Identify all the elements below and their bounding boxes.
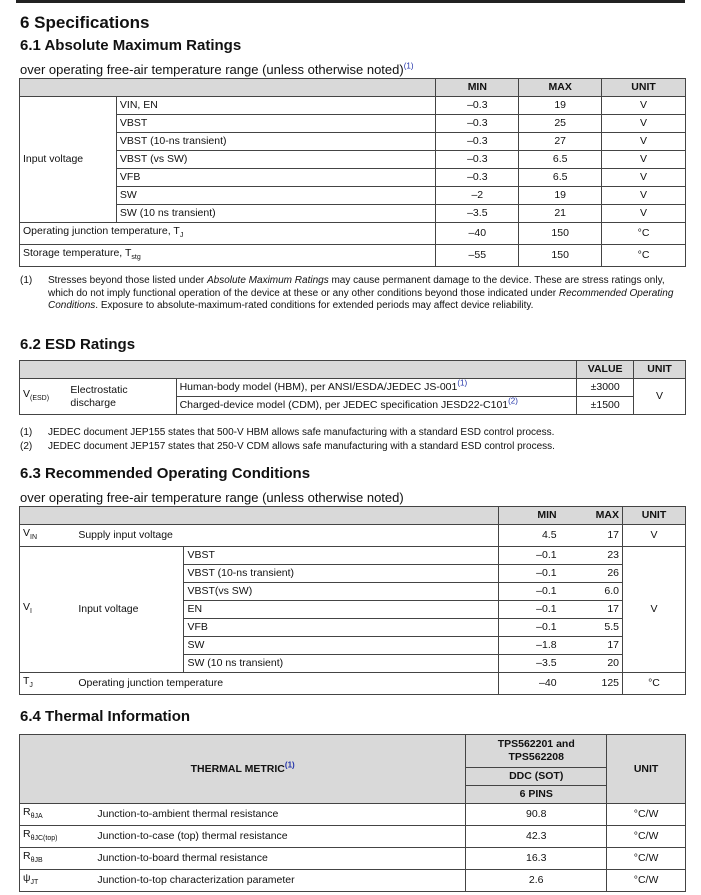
table-row — [20, 547, 686, 565]
table-row — [20, 673, 686, 695]
table-row — [20, 151, 686, 169]
header-metric — [20, 735, 466, 804]
header-value: VALUE — [577, 361, 634, 379]
min-value: –3.5 — [499, 655, 560, 673]
table-row — [20, 245, 686, 267]
unit: V — [602, 115, 686, 133]
symbol-sub: IN — [30, 534, 38, 542]
esd-unit: V — [634, 379, 686, 415]
table-row — [20, 133, 686, 151]
group-label: Input voltage — [20, 97, 117, 223]
header-unit: UNIT — [602, 79, 686, 97]
unit: °C — [602, 245, 686, 267]
symbol-sub: (ESD) — [30, 395, 50, 403]
max-value: 25 — [519, 115, 602, 133]
abs-max-footnote — [20, 275, 685, 313]
table-row — [20, 804, 686, 826]
vi-label: Input voltage — [75, 547, 184, 673]
param: VBST (vs SW) — [116, 151, 435, 169]
header-unit: UNIT — [607, 735, 686, 804]
roc-subtitle: over operating free-air temperature range (unless otherwise noted) — [20, 490, 404, 505]
symbol-text: T — [23, 675, 30, 688]
metric-value: 16.3 — [466, 848, 607, 870]
abs-max-table — [19, 78, 686, 267]
footnote-text-part: may cause permanent damage to the device. These are stress ratings only, which do not imply functional operation of the device at these or any other conditions beyond those indicated under — [48, 275, 665, 299]
symbol-sub: θJB — [30, 857, 43, 865]
esd-desc — [176, 397, 577, 415]
max-value: 6.5 — [519, 151, 602, 169]
min-value: –0.1 — [499, 547, 560, 565]
max-value: 20 — [560, 655, 623, 673]
metric-desc: Junction-to-ambient thermal resistance — [94, 804, 465, 826]
param: EN — [184, 601, 499, 619]
symbol-sub: JT — [30, 879, 39, 887]
symbol-sub: θJC(top) — [30, 835, 58, 843]
unit: °C — [602, 223, 686, 245]
esd-value: ±3000 — [577, 379, 634, 397]
tj-label: Operating junction temperature — [75, 673, 498, 695]
footnote-text: JEDEC document JEP155 states that 500-V HBM allows safe manufacturing with a standard ESD control process. — [48, 427, 555, 438]
param: VFB — [116, 169, 435, 187]
unit: V — [602, 97, 686, 115]
max-value: 5.5 — [560, 619, 623, 637]
table-header-row — [20, 735, 686, 768]
max-value: 17 — [560, 637, 623, 655]
min-value: –55 — [436, 245, 519, 267]
min-value: –0.1 — [499, 565, 560, 583]
param: SW — [116, 187, 435, 205]
header-min: MIN — [436, 79, 519, 97]
symbol-text: V — [23, 527, 31, 539]
symbol-text: V — [23, 387, 31, 400]
table-row — [20, 826, 686, 848]
param: SW (10 ns transient) — [116, 205, 435, 223]
metric-desc: Junction-to-top characterization parameter — [94, 870, 465, 892]
symbol-text: V — [23, 601, 31, 614]
unit: V — [602, 205, 686, 223]
abs-max-title: 6.1 Absolute Maximum Ratings — [20, 37, 242, 54]
min-value: –0.3 — [436, 169, 519, 187]
footnote-text-part: Stresses beyond those listed under — [48, 275, 207, 286]
thermal-table — [19, 734, 686, 892]
esd-footnote — [20, 427, 685, 440]
thermal-title: 6.4 Thermal Information — [20, 708, 191, 725]
max-value: 17 — [560, 601, 623, 619]
footnote-ref[interactable]: (1) — [284, 760, 295, 769]
tj-symbol — [20, 673, 76, 695]
header-blank — [20, 507, 499, 525]
footnote-number: (1) — [20, 275, 33, 286]
footnote-text: JEDEC document JEP157 states that 250-V CDM allows safe manufacturing with a standard ESD control process. — [48, 441, 555, 452]
table-row — [20, 223, 686, 245]
metric-value: 42.3 — [466, 826, 607, 848]
max-value: 19 — [519, 97, 602, 115]
table-row — [20, 97, 686, 115]
top-rule — [16, 0, 685, 3]
param: VBST (10-ns transient) — [116, 133, 435, 151]
metric-value: 90.8 — [466, 804, 607, 826]
min-value: –0.3 — [436, 115, 519, 133]
esd-title: 6.2 ESD Ratings — [20, 336, 136, 353]
param: VBST(vs SW) — [184, 583, 499, 601]
param: SW — [184, 637, 499, 655]
footnote-text — [48, 275, 685, 313]
param: SW (10 ns transient) — [184, 655, 499, 673]
unit: V — [602, 133, 686, 151]
unit: V — [602, 187, 686, 205]
table-row — [20, 115, 686, 133]
max-value: 23 — [560, 547, 623, 565]
footnote-ref[interactable]: (1) — [403, 61, 414, 71]
unit: V — [623, 525, 686, 547]
symbol-sub: θJA — [30, 813, 43, 821]
desc-text: Human-body model (HBM), per ANSI/ESDA/JEDEC JS-001 — [179, 381, 458, 393]
min-value: 4.5 — [499, 525, 560, 547]
table-row — [20, 870, 686, 892]
unit: °C/W — [607, 848, 686, 870]
unit: °C/W — [607, 804, 686, 826]
roc-table — [19, 506, 686, 695]
param: VBST (10-ns transient) — [184, 565, 499, 583]
esd-label: Electrostatic discharge — [64, 379, 176, 415]
abs-max-subtitle — [20, 62, 413, 77]
min-value: –1.8 — [499, 637, 560, 655]
metric-desc: Junction-to-case (top) thermal resistance — [94, 826, 465, 848]
max-value: 125 — [560, 673, 623, 695]
param-label: Operating junction temperature, T — [23, 225, 180, 237]
table-row — [20, 187, 686, 205]
metric-symbol — [20, 870, 95, 892]
max-value: 150 — [519, 245, 602, 267]
vi-symbol — [20, 547, 76, 673]
table-row — [20, 848, 686, 870]
unit: °C — [623, 673, 686, 695]
max-value: 6.5 — [519, 169, 602, 187]
header-package: DDC (SOT) — [466, 768, 607, 786]
param-sub: J — [179, 232, 184, 240]
symbol-text: R — [23, 806, 31, 818]
min-value: –0.3 — [436, 151, 519, 169]
header-unit: UNIT — [634, 361, 686, 379]
esd-value: ±1500 — [577, 397, 634, 415]
footnote-ref[interactable]: (2) — [508, 396, 518, 406]
param — [20, 223, 436, 245]
desc-text: Charged-device model (CDM), per JEDEC specification JESD22-C101 — [179, 399, 509, 411]
metric-desc: Junction-to-board thermal resistance — [94, 848, 465, 870]
unit: °C/W — [607, 870, 686, 892]
min-value: –40 — [436, 223, 519, 245]
max-value: 26 — [560, 565, 623, 583]
header-unit: UNIT — [623, 507, 686, 525]
esd-footnote — [20, 441, 685, 454]
min-value: –2 — [436, 187, 519, 205]
table-row — [20, 525, 686, 547]
header-blank — [20, 79, 436, 97]
param — [20, 245, 436, 267]
table-row — [20, 379, 686, 397]
footnote-italic: Absolute Maximum Ratings — [206, 275, 329, 286]
table-header-row — [20, 79, 686, 97]
footnote-ref[interactable]: (1) — [457, 378, 468, 388]
table-row — [20, 205, 686, 223]
symbol-sub: I — [30, 608, 32, 616]
esd-table — [19, 360, 686, 415]
footnote-number: (1) — [20, 427, 33, 438]
metric-value: 2.6 — [466, 870, 607, 892]
header-max: MAX — [560, 507, 623, 525]
table-header-row — [20, 507, 686, 525]
section-title: 6 Specifications — [20, 13, 150, 32]
table-row — [20, 169, 686, 187]
header-pins: 6 PINS — [466, 786, 607, 804]
symbol-text: R — [23, 828, 31, 841]
footnote-number: (2) — [20, 441, 33, 452]
unit: V — [602, 169, 686, 187]
min-value: –40 — [499, 673, 560, 695]
metric-symbol — [20, 848, 95, 870]
header-blank — [20, 361, 577, 379]
min-value: –3.5 — [436, 205, 519, 223]
symbol-text: R — [23, 850, 31, 863]
min-value: –0.3 — [436, 133, 519, 151]
esd-symbol — [20, 379, 65, 415]
footnote-text-part: . Exposure to absolute-maximum-rated conditions for extended periods may affect device reliability. — [95, 300, 534, 311]
max-value: 150 — [519, 223, 602, 245]
max-value: 27 — [519, 133, 602, 151]
metric-symbol — [20, 804, 95, 826]
param: VBST — [184, 547, 499, 565]
header-device: TPS562201 and TPS562208 — [466, 735, 607, 768]
min-value: –0.3 — [436, 97, 519, 115]
vin-symbol — [20, 525, 76, 547]
param: VBST — [116, 115, 435, 133]
symbol-sub: J — [29, 682, 33, 690]
vin-label: Supply input voltage — [75, 525, 498, 547]
metric-symbol — [20, 826, 95, 848]
header-min: MIN — [499, 507, 560, 525]
unit: V — [623, 547, 686, 673]
param-sub: stg — [131, 254, 141, 262]
min-value: –0.1 — [499, 601, 560, 619]
param: VFB — [184, 619, 499, 637]
roc-title: 6.3 Recommended Operating Conditions — [20, 465, 311, 482]
footnote-italic: Recommended Operating Conditions — [48, 287, 674, 311]
param-label: Storage temperature, T — [23, 247, 132, 260]
max-value: 19 — [519, 187, 602, 205]
header-metric-text: THERMAL METRIC — [190, 762, 285, 775]
max-value: 17 — [560, 525, 623, 547]
max-value: 21 — [519, 205, 602, 223]
unit: V — [602, 151, 686, 169]
symbol-text: ψ — [23, 872, 31, 885]
abs-max-subtitle-text: over operating free-air temperature range (unless otherwise noted) — [20, 62, 404, 77]
table-header-row — [20, 361, 686, 379]
unit: °C/W — [607, 826, 686, 848]
esd-desc — [176, 379, 577, 397]
max-value: 6.0 — [560, 583, 623, 601]
min-value: –0.1 — [499, 583, 560, 601]
header-max: MAX — [519, 79, 602, 97]
param: VIN, EN — [116, 97, 435, 115]
min-value: –0.1 — [499, 619, 560, 637]
